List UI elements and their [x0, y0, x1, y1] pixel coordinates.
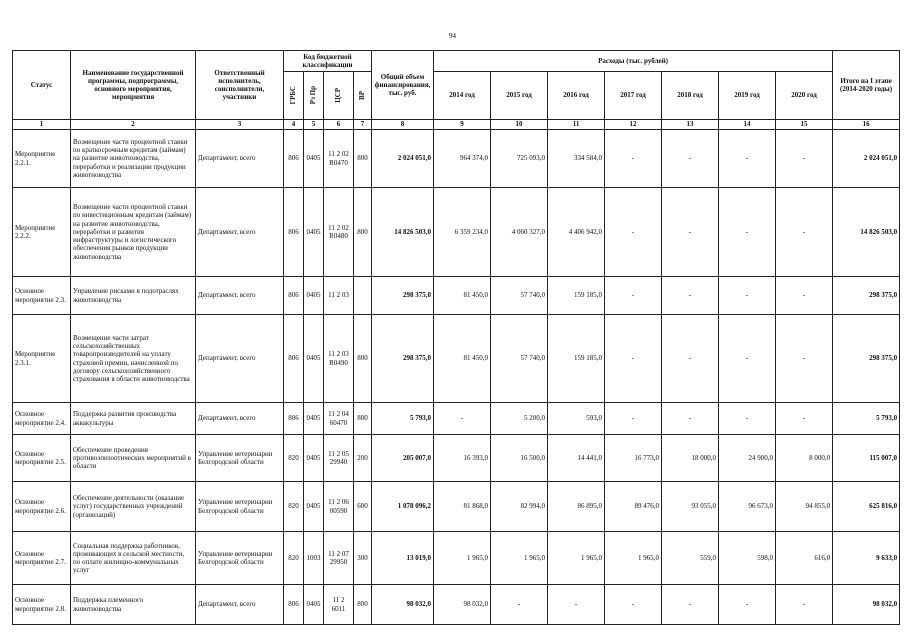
- row-responsible: Управление ветеринарии Белгородской области: [196, 482, 284, 532]
- row-status: Основное мероприятие 2.7.: [13, 532, 71, 585]
- row-rzpr: 1003: [304, 532, 324, 585]
- row-stage-total: 298 375,0: [833, 277, 900, 315]
- row-total-volume: 1 078 096,2: [372, 482, 434, 532]
- row-year-value: 1 965,0: [491, 532, 548, 585]
- row-rzpr: 0405: [304, 585, 324, 625]
- row-year-value: 8 000,0: [776, 435, 833, 482]
- row-year-value: 89 476,0: [605, 482, 662, 532]
- row-grbs: 820: [284, 482, 304, 532]
- column-number: 11: [548, 120, 605, 130]
- row-year-value: 1 965,0: [548, 532, 605, 585]
- column-number: 7: [354, 120, 372, 130]
- row-name: Поддержка развития производства аквакультуры: [71, 403, 196, 435]
- row-year-value: -: [719, 277, 776, 315]
- row-year-value: -: [605, 130, 662, 188]
- row-total-volume: 298 375,0: [372, 277, 434, 315]
- row-name: Возмещение части процентной ставки по краткосрочным кредитам (займам) на развитие животноводства, переработки и реализации продукции животноводства: [71, 130, 196, 188]
- row-grbs: 820: [284, 532, 304, 585]
- header-total-volume: Общий объем финансирования, тыс. руб.: [372, 51, 434, 120]
- row-rzpr: 0405: [304, 482, 324, 532]
- table-row: [13, 277, 900, 315]
- row-total-volume: 5 793,0: [372, 403, 434, 435]
- row-name: Обеспечение деятельности (оказание услуг) государственных учреждений (организаций): [71, 482, 196, 532]
- row-year-value: -: [776, 585, 833, 625]
- row-year-value: 57 740,0: [491, 315, 548, 403]
- table-row: [13, 130, 900, 188]
- row-year-value: 593,0: [548, 403, 605, 435]
- row-year-value: 964 374,0: [434, 130, 491, 188]
- column-number: 1: [13, 120, 71, 130]
- row-rzpr: 0405: [304, 188, 324, 277]
- row-stage-total: 625 816,0: [833, 482, 900, 532]
- header-year: 2019 год: [719, 72, 776, 120]
- row-vr: 800: [354, 130, 372, 188]
- row-year-value: 559,0: [662, 532, 719, 585]
- row-vr: [354, 277, 372, 315]
- row-stage-total: 9 633,0: [833, 532, 900, 585]
- row-status: Мероприятие 2.2.1.: [13, 130, 71, 188]
- column-number: 2: [71, 120, 196, 130]
- table-row: [13, 435, 900, 482]
- row-year-value: -: [662, 188, 719, 277]
- row-year-value: 24 900,0: [719, 435, 776, 482]
- header-responsible: Ответственный исполнитель, соисполнители, участники: [196, 51, 284, 120]
- table-row: [13, 403, 900, 435]
- row-responsible: Департамент, всего: [196, 130, 284, 188]
- row-status: Мероприятие 2.3.1.: [13, 315, 71, 403]
- header-year: 2014 год: [434, 72, 491, 120]
- row-responsible: Департамент, всего: [196, 277, 284, 315]
- row-status: Основное мероприятие 2.3.: [13, 277, 71, 315]
- row-grbs: 806: [284, 315, 304, 403]
- row-year-value: 98 032,0: [434, 585, 491, 625]
- column-number: 14: [719, 120, 776, 130]
- table-row: [13, 532, 900, 585]
- row-stage-total: 5 793,0: [833, 403, 900, 435]
- row-grbs: 806: [284, 585, 304, 625]
- row-grbs: 820: [284, 435, 304, 482]
- row-year-value: -: [491, 585, 548, 625]
- header-budget-code: Код бюджетной классификации: [284, 51, 372, 72]
- row-year-value: -: [605, 403, 662, 435]
- row-year-value: -: [605, 277, 662, 315]
- row-year-value: 159 185,0: [548, 277, 605, 315]
- row-rzpr: 0405: [304, 315, 324, 403]
- row-stage-total: 98 032,0: [833, 585, 900, 625]
- budget-table: [12, 50, 900, 625]
- header-year: 2020 год: [776, 72, 833, 120]
- row-csr: 11 2 07 29950: [324, 532, 354, 585]
- header-year: 2016 год: [548, 72, 605, 120]
- row-rzpr: 0405: [304, 130, 324, 188]
- row-status: Мероприятие 2.2.2.: [13, 188, 71, 277]
- row-year-value: -: [662, 403, 719, 435]
- row-responsible: Департамент, всего: [196, 403, 284, 435]
- row-vr: 800: [354, 585, 372, 625]
- row-year-value: 86 895,0: [548, 482, 605, 532]
- column-number: 12: [605, 120, 662, 130]
- row-year-value: 334 584,0: [548, 130, 605, 188]
- row-csr: 11 2 04 60470: [324, 403, 354, 435]
- row-year-value: 725 093,0: [491, 130, 548, 188]
- table-row: [13, 482, 900, 532]
- row-responsible: Управление ветеринарии Белгородской области: [196, 435, 284, 482]
- row-name: Управление рисками в подотраслях животноводства: [71, 277, 196, 315]
- row-name: Социальная поддержка работников, проживающих в сельской местности, по оплате жилищно-коммунальных услуг: [71, 532, 196, 585]
- row-grbs: 806: [284, 403, 304, 435]
- row-name: Поддержка племенного животноводства: [71, 585, 196, 625]
- row-year-value: 1 965,0: [434, 532, 491, 585]
- row-total-volume: 298 375,0: [372, 315, 434, 403]
- row-year-value: -: [719, 585, 776, 625]
- row-csr: 11 2 05 29940: [324, 435, 354, 482]
- row-total-volume: 2 024 051,0: [372, 130, 434, 188]
- row-year-value: 94 855,0: [776, 482, 833, 532]
- row-name: Возмещение части затрат сельскохозяйственных товаропроизводителей на уплату страховой премии, начисленной по договору сельскохозяйственного страхования в области животноводства: [71, 315, 196, 403]
- row-status: Основное мероприятие 2.6.: [13, 482, 71, 532]
- row-vr: 800: [354, 315, 372, 403]
- row-year-value: 616,0: [776, 532, 833, 585]
- column-number: 13: [662, 120, 719, 130]
- header-year: 2018 год: [662, 72, 719, 120]
- column-number: 9: [434, 120, 491, 130]
- row-csr: 11 2 03: [324, 277, 354, 315]
- row-year-value: -: [605, 315, 662, 403]
- column-number: 10: [491, 120, 548, 130]
- header-vr: ВР: [354, 72, 372, 120]
- row-year-value: -: [434, 403, 491, 435]
- row-year-value: -: [776, 403, 833, 435]
- row-year-value: -: [719, 403, 776, 435]
- header-stage-total: Итого на I этапе (2014-2020 годы): [833, 51, 900, 120]
- row-year-value: 4 406 942,0: [548, 188, 605, 277]
- row-stage-total: 14 826 503,0: [833, 188, 900, 277]
- row-year-value: 16 773,0: [605, 435, 662, 482]
- header-grbs: ГРБС: [284, 72, 304, 120]
- column-number: 8: [372, 120, 434, 130]
- row-vr: 200: [354, 435, 372, 482]
- row-grbs: 806: [284, 277, 304, 315]
- page-number: 94: [449, 32, 456, 40]
- row-total-volume: 98 032,0: [372, 585, 434, 625]
- header-year: 2017 год: [605, 72, 662, 120]
- row-year-value: 5 200,0: [491, 403, 548, 435]
- column-number: 16: [833, 120, 900, 130]
- row-responsible: Управление ветеринарии Белгородской области: [196, 532, 284, 585]
- row-rzpr: 0405: [304, 403, 324, 435]
- row-year-value: -: [776, 277, 833, 315]
- column-number: 6: [324, 120, 354, 130]
- row-year-value: 18 000,0: [662, 435, 719, 482]
- table-row: [13, 188, 900, 277]
- row-year-value: -: [776, 188, 833, 277]
- row-year-value: 4 060 327,0: [491, 188, 548, 277]
- row-grbs: 806: [284, 188, 304, 277]
- row-year-value: 57 740,0: [491, 277, 548, 315]
- row-csr: 11 2 06 00590: [324, 482, 354, 532]
- row-stage-total: 2 024 051,0: [833, 130, 900, 188]
- row-year-value: -: [662, 277, 719, 315]
- column-number: 3: [196, 120, 284, 130]
- row-stage-total: 298 375,0: [833, 315, 900, 403]
- row-year-value: -: [605, 188, 662, 277]
- table-row: [13, 315, 900, 403]
- row-grbs: 806: [284, 130, 304, 188]
- row-status: Основное мероприятие 2.4.: [13, 403, 71, 435]
- header-rzpr: Рз Пр: [304, 72, 324, 120]
- row-year-value: 81 868,0: [434, 482, 491, 532]
- header-csr: ЦСР: [324, 72, 354, 120]
- row-responsible: Департамент, всего: [196, 585, 284, 625]
- row-responsible: Департамент, всего: [196, 188, 284, 277]
- row-vr: 800: [354, 188, 372, 277]
- row-year-value: 16 393,0: [434, 435, 491, 482]
- row-csr: 11 2 03 R0490: [324, 315, 354, 403]
- row-year-value: 81 450,0: [434, 277, 491, 315]
- row-year-value: -: [776, 130, 833, 188]
- row-year-value: -: [719, 188, 776, 277]
- row-csr: 11 2 02 R0480: [324, 188, 354, 277]
- column-number-row: [13, 120, 900, 130]
- row-year-value: -: [662, 130, 719, 188]
- row-total-volume: 13 019,0: [372, 532, 434, 585]
- row-rzpr: 0405: [304, 435, 324, 482]
- header-expenses: Расходы (тыс. рублей): [434, 51, 833, 72]
- row-rzpr: 0405: [304, 277, 324, 315]
- table-row: [13, 585, 900, 625]
- row-vr: 600: [354, 482, 372, 532]
- header-row-1: [13, 51, 900, 72]
- row-status: Основное мероприятие 2.8.: [13, 585, 71, 625]
- header-year: 2015 год: [491, 72, 548, 120]
- row-responsible: Департамент, всего: [196, 315, 284, 403]
- row-year-value: 598,0: [719, 532, 776, 585]
- column-number: 4: [284, 120, 304, 130]
- row-vr: 300: [354, 532, 372, 585]
- row-year-value: 159 185,0: [548, 315, 605, 403]
- row-year-value: -: [719, 130, 776, 188]
- column-number: 15: [776, 120, 833, 130]
- row-total-volume: 14 826 503,0: [372, 188, 434, 277]
- row-year-value: -: [662, 315, 719, 403]
- row-year-value: -: [548, 585, 605, 625]
- row-vr: 800: [354, 403, 372, 435]
- row-year-value: -: [662, 585, 719, 625]
- row-year-value: 93 055,0: [662, 482, 719, 532]
- table-body: [13, 130, 900, 625]
- row-year-value: -: [776, 315, 833, 403]
- row-csr: 11 2 02 R0470: [324, 130, 354, 188]
- header-status: Статус: [13, 51, 71, 120]
- row-stage-total: 115 007,0: [833, 435, 900, 482]
- row-year-value: 1 965,0: [605, 532, 662, 585]
- row-year-value: 81 450,0: [434, 315, 491, 403]
- header-name: Наименование государственной программы, подпрограммы, основного мероприятия, мероприятия: [71, 51, 196, 120]
- row-year-value: 14 441,0: [548, 435, 605, 482]
- row-total-volume: 205 007,0: [372, 435, 434, 482]
- row-year-value: 96 673,0: [719, 482, 776, 532]
- row-year-value: 82 994,0: [491, 482, 548, 532]
- row-status: Основное мероприятие 2.5.: [13, 435, 71, 482]
- row-name: Возмещение части процентной ставки по инвестиционным кредитам (займам) на развитие животноводства, переработки и развития инфраструктуры и логистического обеспечения рынков продукции животноводства: [71, 188, 196, 277]
- row-name: Обеспечение проведения противоэпизоотических мероприятий в области: [71, 435, 196, 482]
- row-year-value: 16 500,0: [491, 435, 548, 482]
- row-year-value: 6 359 234,0: [434, 188, 491, 277]
- row-year-value: -: [605, 585, 662, 625]
- row-year-value: -: [719, 315, 776, 403]
- row-csr: 11 2 6011: [324, 585, 354, 625]
- column-number: 5: [304, 120, 324, 130]
